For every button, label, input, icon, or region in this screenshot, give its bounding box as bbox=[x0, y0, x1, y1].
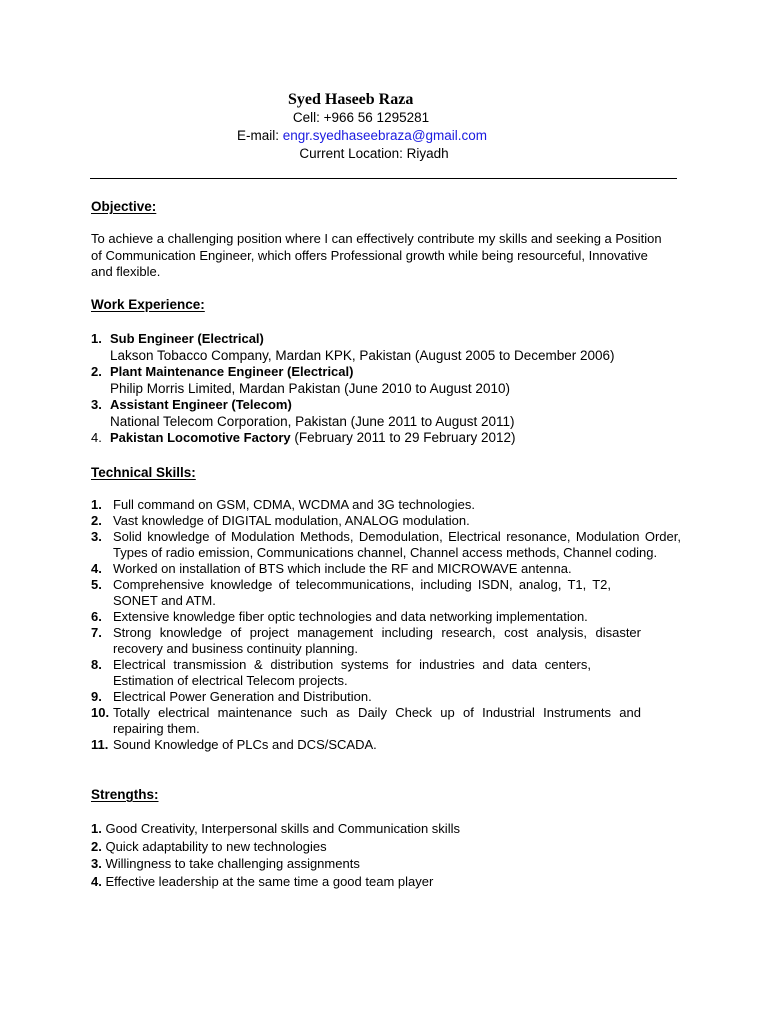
work-item-title: Pakistan Locomotive Factory bbox=[110, 430, 291, 445]
skill-item bbox=[91, 625, 681, 657]
strengths-heading: Strengths: bbox=[91, 787, 159, 802]
work-item-number: 1. bbox=[91, 331, 102, 346]
strength-number: 1. bbox=[91, 821, 102, 836]
skill-text: Extensive knowledge fiber optic technologies and data networking implementation. bbox=[113, 609, 588, 624]
work-experience-list bbox=[91, 331, 691, 447]
skill-item bbox=[91, 689, 681, 705]
strength-number: 2. bbox=[91, 838, 102, 854]
work-item-detail: Philip Morris Limited, Mardan Pakistan (June 2010 to August 2010) bbox=[110, 380, 510, 396]
skill-item bbox=[91, 737, 681, 753]
skill-item bbox=[91, 609, 681, 625]
skill-number: 3. bbox=[91, 529, 102, 544]
work-item-dates: (February 2011 to 29 February 2012) bbox=[290, 430, 516, 445]
skill-item bbox=[91, 657, 681, 689]
strength-item bbox=[91, 820, 681, 838]
skill-text: Strong knowledge of project management including research, cost analysis, disaster recovery and business continuity planning. bbox=[113, 625, 641, 656]
work-item bbox=[91, 364, 691, 381]
work-item bbox=[91, 430, 691, 447]
technical-skills-heading: Technical Skills: bbox=[91, 465, 196, 480]
skill-number: 9. bbox=[91, 689, 102, 704]
technical-skills-list bbox=[91, 497, 681, 753]
header-divider bbox=[90, 178, 677, 179]
strength-item bbox=[91, 873, 681, 891]
objective-heading: Objective: bbox=[91, 199, 157, 214]
strength-item bbox=[91, 855, 681, 873]
current-location: Current Location: Riyadh bbox=[299, 146, 449, 161]
strengths-list bbox=[91, 820, 681, 890]
skill-item bbox=[91, 561, 681, 577]
skill-text: Full command on GSM, CDMA, WCDMA and 3G technologies. bbox=[113, 497, 475, 512]
strength-text: Good Creativity, Interpersonal skills and Communication skills bbox=[101, 821, 460, 836]
candidate-name: Syed Haseeb Raza bbox=[288, 91, 414, 108]
skill-number: 5. bbox=[91, 577, 102, 592]
strength-number: 4. bbox=[91, 873, 102, 889]
strength-text: Willingness to take challenging assignments bbox=[101, 856, 360, 871]
work-item bbox=[91, 331, 691, 348]
skill-text: Electrical Power Generation and Distribution. bbox=[113, 689, 372, 704]
work-item-number: 4. bbox=[91, 430, 102, 445]
work-item bbox=[91, 397, 691, 414]
work-item-number: 3. bbox=[91, 397, 102, 412]
skill-number: 6. bbox=[91, 609, 102, 624]
skill-number: 10. bbox=[91, 705, 110, 720]
skill-item bbox=[91, 513, 681, 529]
skill-text: Solid knowledge of Modulation Methods, Demodulation, Electrical resonance, Modulation Order, Types of radio emission, Communications channel, Channel access methods, Channel coding. bbox=[113, 529, 681, 560]
skill-text: Sound Knowledge of PLCs and DCS/SCADA. bbox=[113, 737, 377, 752]
skill-item bbox=[91, 529, 681, 561]
skill-number: 11. bbox=[91, 737, 109, 752]
email-label: E-mail: bbox=[236, 128, 283, 143]
work-item-title: Assistant Engineer (Telecom) bbox=[110, 397, 292, 412]
work-item-title: Plant Maintenance Engineer (Electrical) bbox=[110, 364, 354, 379]
skill-number: 4. bbox=[91, 561, 102, 576]
skill-text: Electrical transmission & distribution systems for industries and data centers, Estimation of electrical Telecom projects. bbox=[113, 657, 591, 688]
work-item-title: Sub Engineer (Electrical) bbox=[110, 331, 264, 346]
skill-text: Comprehensive knowledge of telecommunications, including ISDN, analog, T1, T2, SONET and ATM. bbox=[113, 577, 611, 608]
strength-text: Effective leadership at the same time a good team player bbox=[101, 873, 434, 889]
work-experience-heading: Work Experience: bbox=[91, 297, 205, 312]
skill-text: Totally electrical maintenance such as Daily Check up of Industrial Instruments and repairing them. bbox=[113, 705, 641, 736]
strength-item bbox=[91, 838, 681, 856]
objective-text: To achieve a challenging position where I can effectively contribute my skills and seeking a Position of Communication Engineer, which offers Professional growth while being resourceful, Innovative and flexible. bbox=[91, 231, 662, 279]
skill-item bbox=[91, 497, 681, 513]
skill-item bbox=[91, 705, 681, 737]
cell-number: Cell: +966 56 1295281 bbox=[292, 110, 430, 125]
work-item-detail: National Telecom Corporation, Pakistan (June 2011 to August 2011) bbox=[110, 413, 515, 429]
strength-text: Quick adaptability to new technologies bbox=[101, 838, 327, 854]
skill-number: 8. bbox=[91, 657, 102, 672]
skill-number: 7. bbox=[91, 625, 102, 640]
work-item-number: 2. bbox=[91, 364, 102, 379]
skill-item bbox=[91, 577, 681, 609]
email-address[interactable]: engr.syedhaseebraza@gmail.com bbox=[282, 128, 488, 143]
strength-number: 3. bbox=[91, 856, 102, 871]
email-line bbox=[0, 128, 746, 143]
skill-text: Vast knowledge of DIGITAL modulation, ANALOG modulation. bbox=[113, 513, 470, 528]
skill-number: 1. bbox=[91, 497, 102, 512]
work-item-detail: Lakson Tobacco Company, Mardan KPK, Pakistan (August 2005 to December 2006) bbox=[110, 347, 615, 363]
skill-number: 2. bbox=[91, 513, 102, 528]
skill-text: Worked on installation of BTS which include the RF and MICROWAVE antenna. bbox=[113, 561, 572, 576]
